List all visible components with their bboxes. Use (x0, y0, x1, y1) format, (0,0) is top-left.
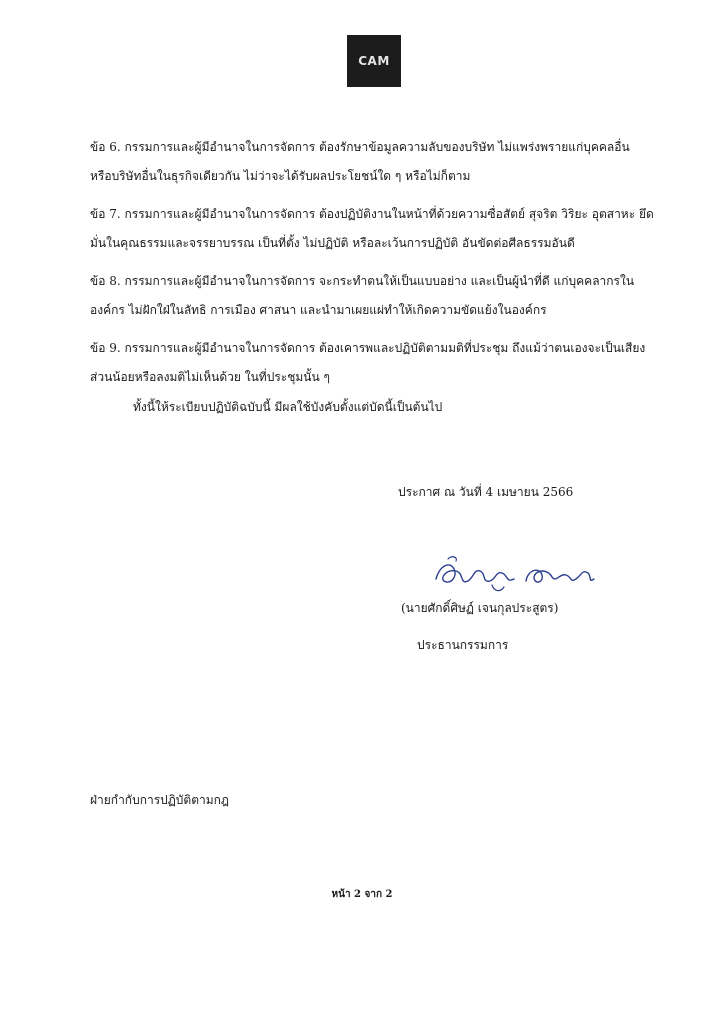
clause-6-line-2: หรือบริษัทอื่นในธุรกิจเดียวกัน ไม่ว่าจะได้รับผลประโยชน์ใด ๆ หรือไม่ก็ตาม (90, 169, 471, 183)
clause-6 (90, 133, 690, 191)
signatory-position: ประธานกรรมการ (417, 638, 509, 652)
clause-7-line-2: มั่นในคุณธรรมและจรรยาบรรณ เป็นที่ตั้ง ไม่ปฏิบัติ หรือละเว้นการปฏิบัติ อันขัดต่อศีลธรรมอันดี (90, 236, 575, 250)
clause-8-line-2: องค์กร ไม่ฝักใฝ่ในลัทธิ การเมือง ศาสนา และนำมาเผยแผ่ทำให้เกิดความขัดแย้งในองค์กร (90, 303, 547, 317)
page-number: หน้า 2 จาก 2 (331, 889, 393, 900)
clause-6-line-1: ข้อ 6. กรรมการและผู้มีอำนาจในการจัดการ ต้องรักษาข้อมูลความลับของบริษัท ไม่แพร่งพรายแก่บุคคลอื่น (90, 140, 630, 154)
clause-9 (90, 334, 690, 392)
company-logo (347, 35, 401, 87)
closing-statement: ทั้งนี้ให้ระเบียบปฏิบัติฉบับนี้ มีผลใช้บังคับตั้งแต่บัดนี้เป็นต้นไป (133, 400, 443, 414)
signatory-name: (นายศักดิ์ศิษฏ์ เจนกุลประสูตร) (401, 601, 559, 615)
clause-9-line-1: ข้อ 9. กรรมการและผู้มีอำนาจในการจัดการ ต้องเคารพและปฏิบัติตามมติที่ประชุม ถึงแม้ว่าตนเองจะเป็นเสียง (90, 341, 646, 355)
logo-text: CAM (358, 54, 390, 68)
handwritten-signature (430, 551, 600, 595)
announcement-date: ประกาศ ณ วันที่ 4 เมษายน 2566 (398, 485, 574, 499)
clause-8 (90, 267, 690, 325)
clause-8-line-1: ข้อ 8. กรรมการและผู้มีอำนาจในการจัดการ จะกระทำตนให้เป็นแบบอย่าง และเป็นผู้นำที่ดี แก่บุคคลากรใน (90, 274, 635, 288)
clause-7-line-1: ข้อ 7. กรรมการและผู้มีอำนาจในการจัดการ ต้องปฏิบัติงานในหน้าที่ด้วยความซื่อสัตย์ สุจริต วิริยะ อุตสาหะ ยึด (90, 207, 654, 221)
clause-7 (90, 200, 690, 258)
clause-9-line-2: ส่วนน้อยหรือลงมติไม่เห็นด้วย ในที่ประชุมนั้น ๆ (90, 370, 330, 384)
department-label: ฝ่ายกำกับการปฏิบัติตามกฎ (90, 793, 229, 807)
